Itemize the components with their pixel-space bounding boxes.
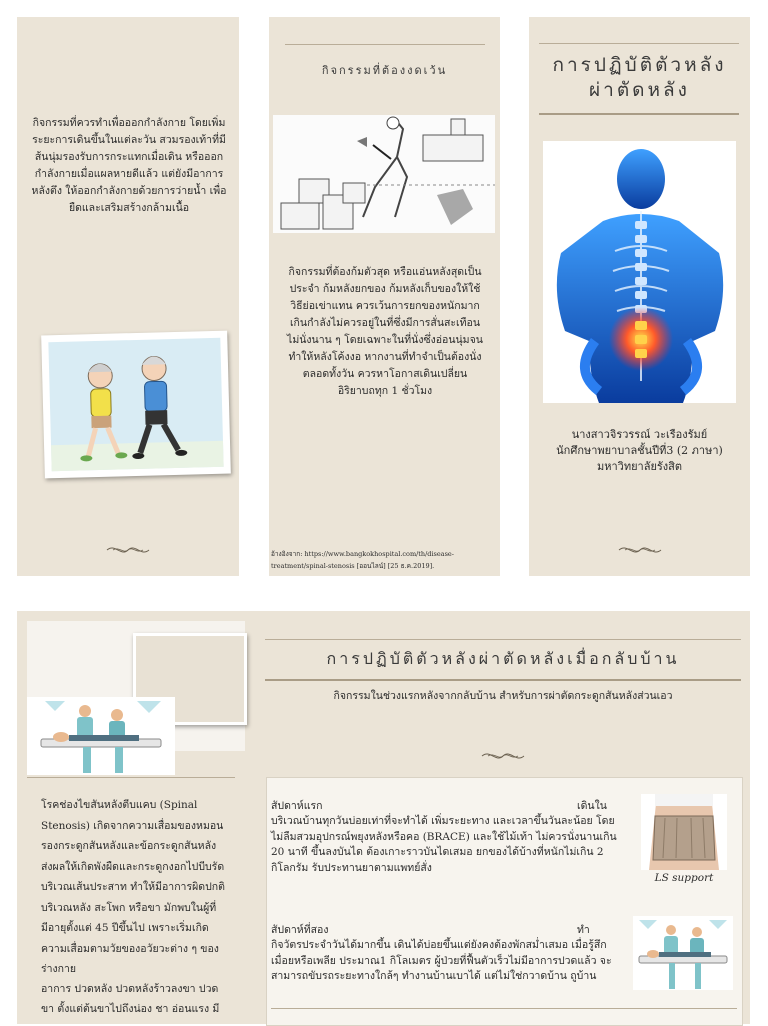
stenosis-description: โรคช่องไขสันหลังตีบแคบ (Spinal Stenosis) เกิดจากความเสื่อมของหมอนรองกระดูกสันหลังและข้อกระดูกสันหลัง ส่งผลให้เกิดพังผืดและกระดูกงอกไปบีบรัดบริเวณเส้นประสาท ทำให้มีอาการผิดปกติบริเวณหลัง สะโพก หรือขา มักพบในผู้ที่มีอายุตั้งแต่ 45 ปีขึ้นไป เพราะเริ่มเกิดความเสื่อมตามวัยของอวัยวะต่าง ๆ ของร่างกาย <box>41 799 225 975</box>
week1-tail: เดินใน <box>577 800 607 812</box>
elderly-walking-illustration <box>41 331 231 479</box>
spine-image <box>543 141 736 403</box>
elderly-walking-photo <box>41 331 231 479</box>
surgery-team-small-illustration <box>633 916 733 990</box>
panel-2 <box>269 17 500 576</box>
page2-title: การปฏิบัติตัวหลังผ่าตัดหลังเมื่อกลับบ้าน <box>326 649 680 668</box>
spine-pain-illustration <box>543 141 736 403</box>
title-bottom-rule <box>539 113 739 115</box>
avoid-activities-heading: กิจกรรมที่ต้องงดเว้น <box>321 64 448 77</box>
surgery-photo <box>27 697 175 775</box>
page-2 <box>17 611 750 1024</box>
week1-text: บริเวณบ้านทุกวันบ่อยเท่าที่จะทำได้ เพิ่มระยะทาง และเวลาขึ้นวันละน้อย โดยไม่ลืมสวมอุปกรณ์พยุงหลังหรือคอ (BRACE) และใช้ไม้เท้า ไม่ควรนั่งนานเกิน 20 นาที ขึ้นลงบันได ต้องเกาะราวบันไดเสมอ ยกของได้บ้างที่หนักไม่เกิน 2 กิโลกรัม รับประทานยาตามแพทย์สั่ง <box>271 815 617 874</box>
page2-title-bottom-rule <box>265 679 741 681</box>
back-brace-illustration <box>641 794 727 870</box>
exercise-text: กิจกรรมที่ควรทำเพื่อออกกำลังกาย โดยเพิ่มระยะการเดินขึ้นในแต่ละวัน สวมรองเท้าที่มีส้นนุ่มรองรับการกระแทกเมื่อเดิน หรือออกกำลังกายเมื่อแผลหายดีแล้ว แต่ยังมีอาการหลังตึง ให้ออกกำลังกายด้วยการว่ายน้ำ เพื่อยืดและเสริมสร้างกล้ามเนื้อ <box>31 117 227 214</box>
week1-label: สัปดาห์แรก <box>271 800 323 812</box>
symptoms-text: อาการ ปวดหลัง ปวดหลังร้าวลงขา ปวดขา ตั้งแต่ต้นขาไปถึงน่อง ชา อ่อนแรง มี <box>41 983 220 1015</box>
author-position: นักศึกษาพยาบาลชั้นปีที่3 (2 ภาษา) <box>556 444 723 457</box>
flourish-ornament-icon <box>480 749 526 763</box>
brace-photo <box>641 794 727 870</box>
box-bottom-rule <box>271 1008 737 1009</box>
lifting-sketch <box>273 115 495 233</box>
cover-title-line1: การปฏิบัติตัวหลัง <box>552 54 727 76</box>
week2-text: กิจวัตรประจำวันได้มากขึ้น เดินได้บ่อยขึ้นแต่ยังคงต้องพักสม่ำเสมอ เมื่อรู้สึกเมื่อยหรือเพลีย ประมาณ1 กิโลเมตร ผู้ป่วยที่ฟื้นตัวเร็วไม่มีอาการปวดแล้ว จะสามารถขับรถระยะทางใกล้ๆ ทำงานบ้านเบาได้ แต่ไม่ใช่กวาดบ้าน ถูบ้าน <box>271 939 612 982</box>
title-top-rule <box>539 43 739 44</box>
flourish-ornament-icon <box>105 543 151 557</box>
page2-subtitle: กิจกรรมในช่วงแรกหลังจากกลับบ้าน สำหรับการผ่าตัดกระดูกสันหลังส่วนเอว <box>333 690 673 702</box>
lifting-boxes-illustration <box>273 115 495 233</box>
left-column-rule <box>27 777 235 778</box>
weekly-activity-box <box>266 777 743 1026</box>
heading-rule <box>285 44 485 45</box>
page2-title-top-rule <box>265 639 741 640</box>
flourish-ornament-icon <box>617 543 663 557</box>
panel-3 <box>529 17 750 576</box>
reference-text: อ้างอิงจาก: https://www.bangkokhospital.com/th/disease-treatment/spinal-stenosis [ออนไลน์] [25 ธ.ค.2019]. <box>271 550 454 570</box>
panel-1 <box>17 17 239 576</box>
author-name: นางสาวจิรวรรณ์ วะเรืองรัมย์ <box>571 428 708 441</box>
avoid-activities-text: กิจกรรมที่ต้องก้มตัวสุด หรือแอ่นหลังสุดเป็นประจำ ก้มหลังยกของ ก้มหลังเก็บของให้ใช้วิธีย่อเข่าแทน ควรเว้นการยกของหนักมากเกินกำลังไม่ควรอยู่ในที่ซึ่งมีการสั่นสะเทือน ไม่นั่งนาน ๆ โดยเฉพาะในที่นั่งซึ่งอ่อนนุ่มจนทำให้หลังโค้งงอ หากงานที่ทำจำเป็นต้องนั่งตลอดทั้งวัน ควรหาโอกาสเดินเปลี่ยนอิริยาบถทุก 1 ชั่วโมง <box>287 266 483 397</box>
cover-title-line2: ผ่าตัดหลัง <box>589 79 690 101</box>
surgery-team-illustration <box>27 697 175 775</box>
author-university: มหาวิทยาลัยรังสิต <box>596 460 683 473</box>
surgery-photo-small <box>633 916 733 990</box>
week2-tail: ทำ <box>577 924 590 936</box>
brace-caption: LS support <box>654 872 714 884</box>
week2-label: สัปดาห์ที่สอง <box>271 924 329 936</box>
